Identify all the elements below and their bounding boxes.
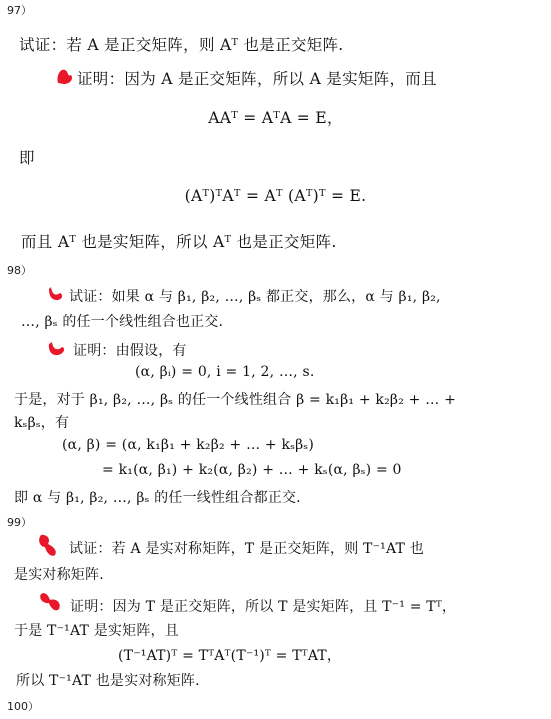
equation: (α, β) = (α, k₁β₁ + k₂β₂ + … + kₛβₛ) bbox=[62, 437, 314, 453]
red-mark-icon bbox=[55, 66, 75, 86]
proof-line: 证明：因为 T 是正交矩阵，所以 T 是实矩阵，且 T⁻¹ = Tᵀ， bbox=[70, 599, 457, 615]
problem-number: 98） bbox=[7, 264, 32, 277]
proof-line: 证明：由假设，有 bbox=[73, 343, 187, 359]
red-mark-icon bbox=[47, 285, 65, 301]
equation: (α, βᵢ) = 0, i = 1, 2, …, s. bbox=[135, 364, 315, 380]
red-mark-icon bbox=[36, 533, 60, 559]
red-mark-icon bbox=[47, 339, 67, 357]
problem-number: 100） bbox=[7, 700, 39, 713]
problem-statement: …, βₛ 的任一个线性组合也正交. bbox=[21, 314, 224, 330]
proof-line: kₛβₛ，有 bbox=[14, 415, 70, 431]
proof-line: 证明：因为 A 是正交矩阵，所以 A 是实矩阵，而且 bbox=[77, 70, 437, 88]
equation: = k₁(α, β₁) + k₂(α, β₂) + … + kₛ(α, βₛ) = 0 bbox=[102, 462, 402, 478]
equation: (Aᵀ)ᵀAᵀ = Aᵀ (Aᵀ)ᵀ = E. bbox=[184, 187, 367, 205]
proof-line: 于是 T⁻¹AT 是实矩阵，且 bbox=[14, 623, 179, 639]
proof-line: 即 α 与 β₁, β₂, …, βₛ 的任一线性组合都正交. bbox=[14, 490, 301, 506]
problem-statement: 试证：若 A 是正交矩阵，则 Aᵀ 也是正交矩阵. bbox=[19, 36, 344, 54]
red-mark-icon bbox=[38, 590, 64, 614]
problem-number: 97） bbox=[7, 4, 32, 17]
problem-number: 99） bbox=[7, 516, 32, 529]
problem-statement: 试证：若 A 是实对称矩阵，T 是正交矩阵，则 T⁻¹AT 也 bbox=[69, 541, 424, 557]
proof-line: 于是，对于 β₁, β₂, …, βₛ 的任一个线性组合 β = k₁β₁ + k₂β₂ + … + bbox=[14, 392, 457, 408]
equation: (T⁻¹AT)ᵀ = TᵀAᵀ(T⁻¹)ᵀ = TᵀAT， bbox=[118, 648, 342, 664]
equation: AAᵀ = AᵀA = E， bbox=[208, 109, 343, 127]
problem-statement: 是实对称矩阵. bbox=[14, 567, 104, 583]
proof-line: 而且 Aᵀ 也是实矩阵，所以 Aᵀ 也是正交矩阵. bbox=[21, 233, 337, 251]
problem-statement: 试证：如果 α 与 β₁, β₂, …, βₛ 都正交，那么，α 与 β₁, β₂, bbox=[69, 289, 441, 305]
proof-line: 所以 T⁻¹AT 也是实对称矩阵. bbox=[16, 673, 200, 689]
proof-line: 即 bbox=[19, 149, 35, 167]
